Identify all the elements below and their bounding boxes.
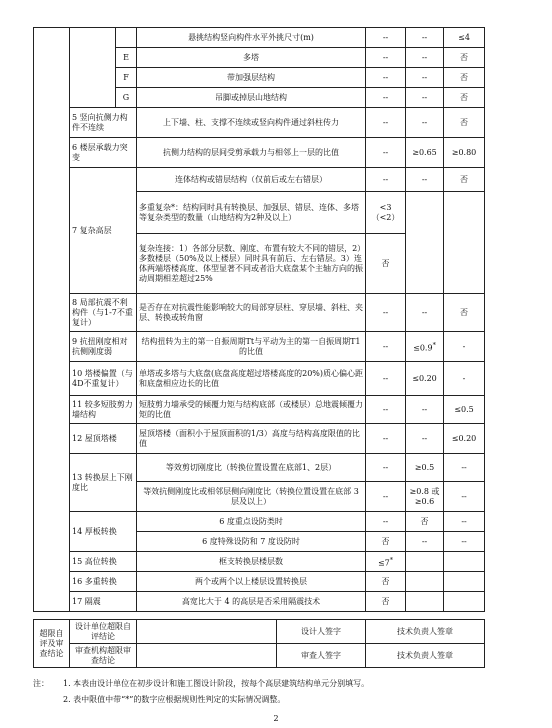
table-row: 15 高位转换 框支转换层楼层数 ≤7* xyxy=(34,552,485,572)
table-row: 6 楼层承载力突变 抗侧力结构的层间受剪承载力与相邻上一层的比值 -- ≥0.65 ≥0.80 xyxy=(34,138,485,168)
table-row: 复杂连接：1）各部分层数、刚度、布置有较大不同的错层，2）多数楼层（50%及以上楼层）同时具有前后、左右错层。3）连体两端塔楼高度、体型显著不同或者沿大底盘某个主轴方向的振动周期相差超过25% 否 xyxy=(34,234,485,294)
table-row: 8 局部抗震不利构件（与1-7不重复计） 是否存在对抗震性能影响较大的局部穿层柱、穿层墙、斜柱、夹层、转换或转角窗 -- -- 否 xyxy=(34,294,485,332)
table-row: 审查机构超限审查结论 审查人签字 技术负责人签章 xyxy=(34,644,485,668)
table-row: 10 塔楼偏置（与4D不重复计） 单塔或多塔与大底盘(底盘高度超过塔楼高度的20%)质心偏心距和底盘相应边长的比值 -- ≤0.20 - xyxy=(34,362,485,396)
signature-box xyxy=(137,644,277,668)
signature-table xyxy=(33,619,485,668)
table-row: E 多塔 -- -- 否 xyxy=(34,48,485,68)
table-row: 多重复杂*：结构同时具有转换层、加强层、错层、连体、多塔等复杂类型的数量（山地结构为2种及以上） <3 （<2） xyxy=(34,192,485,234)
table-row: 16 多重转换 两个或两个以上楼层设置转换层 否 xyxy=(34,572,485,592)
table-row: 17 隔震 高宽比大于 4 的高层是否采用隔震技术 否 xyxy=(34,592,485,612)
table-row: 13 转换层上下刚度比 等效剪切刚度比（转换位置设置在底部1、2层） -- ≥0.5 -- xyxy=(34,454,485,482)
footnotes xyxy=(33,676,503,708)
footnote-2: 2. 表中限值中带“*”的数字应根据规则性判定的实际情况调整。 xyxy=(63,695,286,704)
footnote-1: 注： 1. 本表由设计单位在初步设计和施工图设计阶段，按每个高层建筑结构单元分别填写。 xyxy=(33,679,370,688)
signature-box xyxy=(137,620,277,644)
table-row: 悬挑结构竖向构件水平外挑尺寸(m) -- -- ≤4 xyxy=(34,28,485,48)
table-row: 12 屋顶塔楼 屋顶塔楼（面积小于屋顶面积的1/3）高度与结构高度限值的比值 -- -- ≤0.20 xyxy=(34,424,485,454)
table-row: 等效抗侧刚度比或相邻层侧向刚度比（转换位置设置在底部 3 层及以上） -- ≥0.8 或 ≥0.6 -- xyxy=(34,482,485,512)
over-limit-checklist-table xyxy=(33,27,485,612)
table-row: 7 复杂高层 连体结构或错层结构（仅前后或左右错层） -- -- 否 xyxy=(34,168,485,192)
table-row: 超限自评及审查结论 设计单位超限自评结论 设计人签字 技术负责人签章 xyxy=(34,620,485,644)
page-number: 2 xyxy=(273,714,279,723)
table-row: 6 度特殊设防和 7 度设防时 否 -- -- xyxy=(34,532,485,552)
table-row: 5 竖向抗侧力构件不连续 上下墙、柱、支撑不连续或竖向构件通过斜柱传力 -- -- 否 xyxy=(34,108,485,138)
table-row: 9 抗扭刚度相对抗侧刚度弱 结构扭转为主的第一自振周期Tt与平动为主的第一自振周期T1的比值 -- ≤0.9* - xyxy=(34,332,485,362)
table-row: 11 较多短肢剪力墙结构 短肢剪力墙承受的倾覆力矩与结构底部（或楼层）总地震倾覆力矩的比值 -- -- ≤0.5 xyxy=(34,396,485,424)
table-row: F 带加强层结构 -- -- 否 xyxy=(34,68,485,88)
table-row: G 吊脚或掉层山地结构 -- -- 否 xyxy=(34,88,485,108)
table-row: 14 厚板转换 6 度重点设防类时 -- 否 -- xyxy=(34,512,485,532)
